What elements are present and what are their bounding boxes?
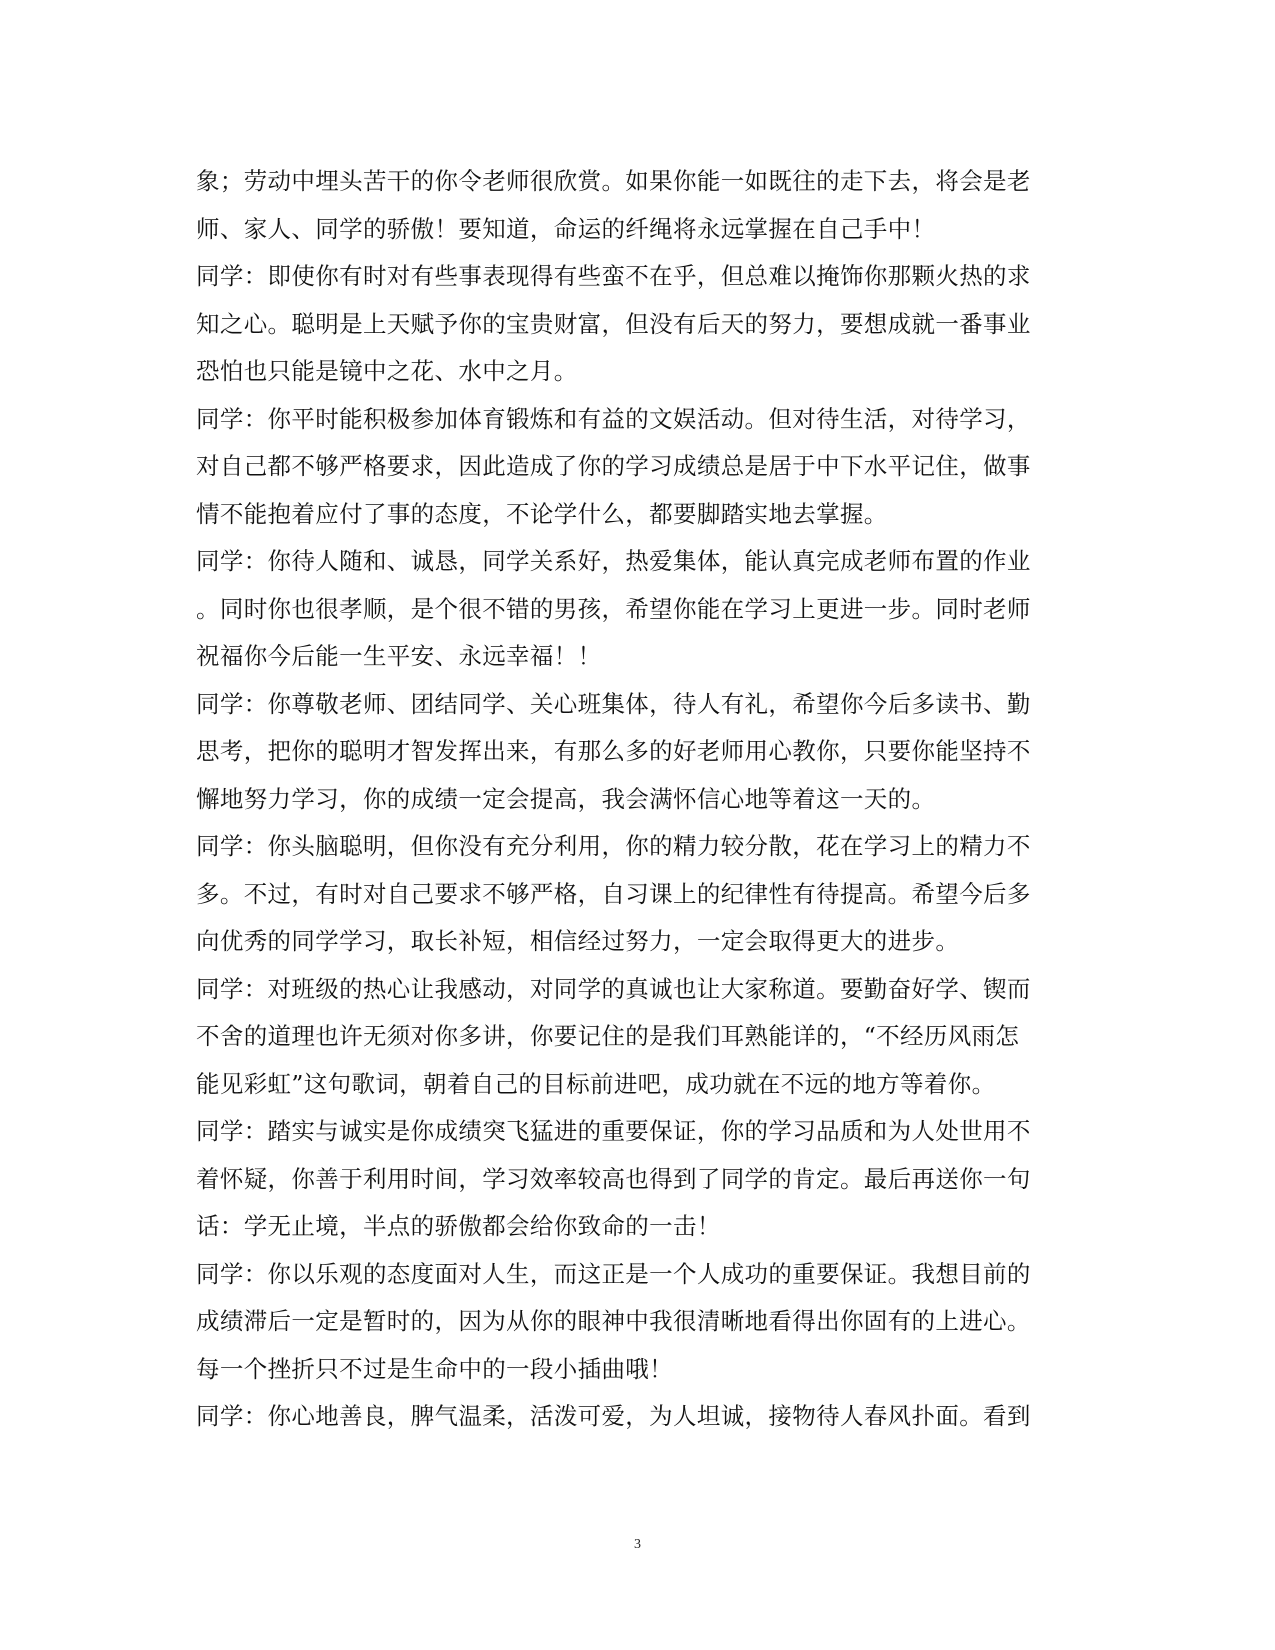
text-line: 同学：即使你有时对有些事表现得有些蛮不在乎，但总难以掩饰你那颗火热的求 (196, 262, 1031, 290)
text-line: 象；劳动中埋头苦干的你令老师很欣赏。如果你能一如既往的走下去，将会是老 (196, 167, 1031, 195)
text-line: 知之心。聪明是上天赋予你的宝贵财富，但没有后天的努力，要想成就一番事业 (196, 309, 1031, 338)
text-line: 同学：对班级的热心让我感动，对同学的真诚也让大家称道。要勤奋好学、锲而 (196, 974, 1031, 1003)
text-line: 师、家人、同学的骄傲！要知道，命运的纤绳将永远掌握在自己手中！ (196, 214, 936, 243)
text-line: 同学：你头脑聪明，但你没有充分利用，你的精力较分散，花在学习上的精力不 (196, 832, 1031, 860)
text-line: 着怀疑，你善于利用时间，学习效率较高也得到了同学的肯定。最后再送你一句 (196, 1164, 1031, 1193)
text-line: 对自己都不够严格要求，因此造成了你的学习成绩总是居于中下水平记住，做事 (196, 452, 1031, 480)
body-text (196, 158, 1076, 1441)
text-line: 不舍的道理也许无须对你多讲，你要记住的是我们耳熟能详的，“不经历风雨怎 (196, 1022, 1020, 1050)
page-number: 3 (634, 1537, 641, 1552)
text-line: 恐怕也只能是镜中之花、水中之月。 (196, 357, 578, 385)
text-line: 懈地努力学习，你的成绩一定会提高，我会满怀信心地等着这一天的。 (196, 784, 936, 813)
text-line: 每一个挫折只不过是生命中的一段小插曲哦！ (196, 1354, 673, 1383)
text-line: 同学：你心地善良，脾气温柔，活泼可爱，为人坦诚，接物待人春风扑面。看到 (196, 1402, 1031, 1430)
text-line: 同学：你尊敬老师、团结同学、关心班集体，待人有礼，希望你今后多读书、勤 (196, 689, 1031, 718)
text-line: 。同时你也很孝顺，是个很不错的男孩，希望你能在学习上更进一步。同时老师 (196, 594, 1031, 623)
text-line: 成绩滞后一定是暂时的，因为从你的眼神中我很清晰地看得出你固有的上进心。 (196, 1307, 1031, 1335)
text-line: 多。不过，有时对自己要求不够严格，自习课上的纪律性有待提高。希望今后多 (196, 879, 1031, 908)
text-line: 向优秀的同学学习，取长补短，相信经过努力，一定会取得更大的进步。 (196, 927, 960, 955)
text-line: 同学：你平时能积极参加体育锻炼和有益的文娱活动。但对待生活，对待学习， (196, 404, 1031, 433)
text-line: 同学：你以乐观的态度面对人生，而这正是一个人成功的重要保证。我想目前的 (196, 1259, 1031, 1288)
text-line: 同学：踏实与诚实是你成绩突飞猛进的重要保证，你的学习品质和为人处世用不 (196, 1117, 1031, 1145)
text-line: 同学：你待人随和、诚恳，同学关系好，热爱集体，能认真完成老师布置的作业 (196, 547, 1031, 575)
text-line: 思考，把你的聪明才智发挥出来，有那么多的好老师用心教你，只要你能坚持不 (196, 737, 1031, 765)
text-line: 祝福你今后能一生平安、永远幸福！！ (196, 642, 602, 670)
text-line: 情不能抱着应付了事的态度，不论学什么，都要脚踏实地去掌握。 (196, 499, 888, 528)
text-line: 话：学无止境，半点的骄傲都会给你致命的一击！ (196, 1212, 721, 1240)
text-line: 能见彩虹”这句歌词，朝着自己的目标前进吧，成功就在不远的地方等着你。 (196, 1069, 996, 1098)
